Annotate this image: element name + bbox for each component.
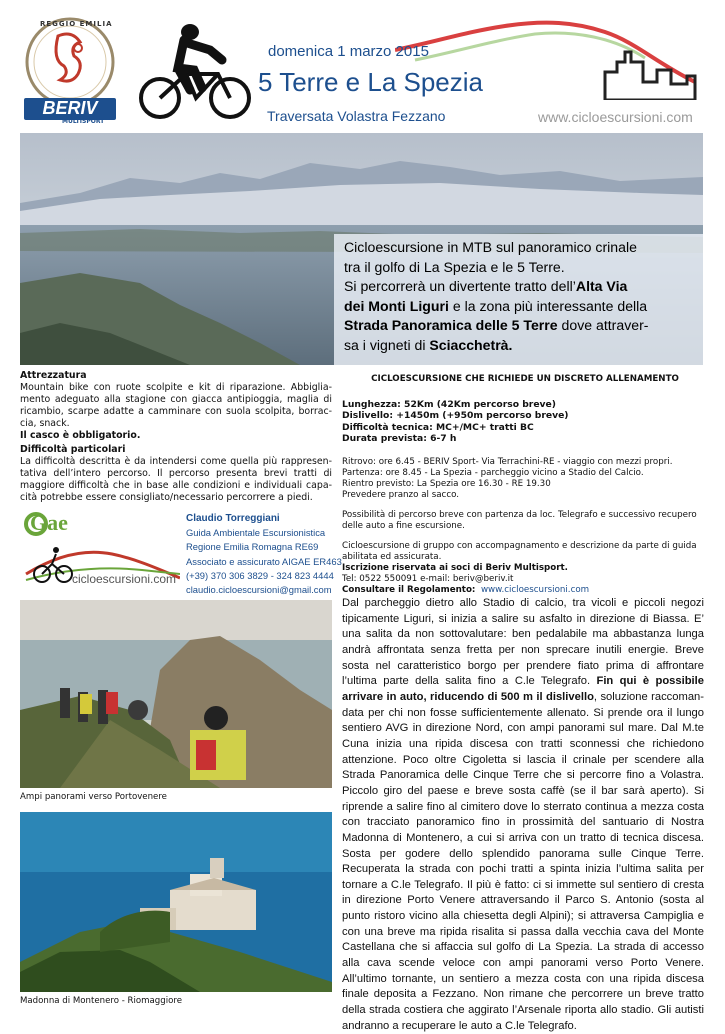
route-description (342, 596, 704, 1034)
guide-role: Guida Ambientale Escursionistica (186, 527, 326, 539)
hero-line-5b: dove attraver- (557, 317, 649, 333)
group-note-2: abilitata ed assicurata. (342, 551, 442, 562)
event-date: domenica 1 marzo 2015 (268, 43, 429, 60)
short-route-2: delle auto a fine escursione. (342, 520, 465, 531)
climb-info: Dislivello: +1450m (+950m percorso breve) (342, 410, 569, 422)
beriv-logo (18, 14, 122, 130)
hero-line-6b: Sciacchetrà. (429, 336, 513, 353)
level-note: CICLOESCURSIONE CHE RICHIEDE UN DISCRETO ALLENAMENTO (371, 374, 679, 384)
equipment-section (20, 370, 332, 504)
helmet-note: Il casco è obbligatorio. (20, 430, 141, 441)
reserve-note: Iscrizione riservata ai soci di Beriv Multisport. (342, 562, 568, 573)
hero-line-4b: e la zona più interessante della (448, 297, 648, 314)
gae-logo-site: cicloescursioni.com (72, 572, 177, 586)
meet-1: Ritrovo: ore 6.45 - BERIV Sport- Via Terrachini-RE - viaggio con mezzi propri. (342, 456, 673, 467)
hero-line-5 (344, 316, 703, 336)
guide-name: Claudio Torreggiani (186, 513, 280, 524)
story-bold: Fin qui è possibile arrivare in auto, riducendo di 500 m il dislivello (342, 675, 704, 703)
hero-line-2: tra il golfo di La Spezia e le 5 Terre. (344, 258, 565, 275)
gae-logo (22, 508, 180, 588)
contact-note[interactable]: Tel: 0522 550091 e-mail: beriv@beriv.it (342, 573, 514, 584)
guide-phone: (+39) 370 306 3829 - 324 823 4444 (186, 569, 334, 581)
duration-info: Durata prevista: 6-7 h (342, 433, 457, 445)
rules-link[interactable]: www.cicloescursioni.com (480, 584, 590, 595)
meet-3: Rientro previsto: La Spezia ore 16.30 - RE 19.30 (342, 478, 551, 489)
hero-line-6 (344, 336, 703, 356)
story-part-1: Dal parcheggio dietro allo Stadio di calcio, tra vicoli e piccoli negozi tipicamente Liguri, si inizia a salire su asfalto in direzione di Biassa. E’ una salita da non sottovalutare: ben pedalabile ma abbastanza lunga andrà affrontata senza fretta per non sprecare inutili energie. Breve sosta nel caratteristico borgo per prendere fiato prima di affrontare l’ultima parte della salita fino a C.le Telegrafo. (342, 597, 704, 688)
equipment-title: Attrezzatura (20, 370, 87, 381)
hero-description (334, 234, 703, 365)
portovenere-photo (20, 600, 332, 788)
logo-sub: MULTISPORT (62, 118, 105, 125)
guide-region: Regione Emilia Romagna RE69 (186, 541, 319, 553)
guide-assoc: Associato e assicurato AIGAE ER463 (186, 555, 342, 567)
guide-contact (186, 512, 346, 597)
photo-caption: Ampi panorami verso Portovenere (20, 792, 167, 802)
hero-line-3a: Si percorrerà un divertente tratto dell’ (344, 278, 576, 294)
hero-line-3b: Alta Via (575, 278, 628, 294)
logo-top-text: REGGIO EMILIA (40, 20, 113, 28)
montenero-photo (20, 812, 332, 992)
story-part-2: , soluzione raccoman-data per chi non fosse sufficientemente allenato. Si prende ora il lungo sentiero AVG in direzione Nord, con ampi panorami sul mare. Dal M.te Cuna inizia una ripida discesa con tratti sconnessi che richiedono attenzione. Poco oltre Cigoletta si lascia il crinale per scendere alla Strada Panoramica delle Cinque Terre che si percorre fino a Volastra. Piccolo giro del paese e breve sosta caffè (se il bar sarà aperto). Si riprende a salire fino al cimitero dove lo sterrato continua a mezza costa con tracciato panoramico fino in prossimità del santuario di Nostra Madonna di Montenero, a cui si arriva con un tratto di tecnica discesa. Sosta per godere dello splendido panorama sulle Cinque Terre. Recuperata la strada con pochi tratti a spinta inizia l’ultima salita per tornare a C.le Telegrafo. Il più è fatto: ci si immette sul sentiero di cresta in direzione Porto Venere attraversando il Parco S. Antonio (sosta al punto ristoro vicino alla chiesetta degli Alpini); si attraversa Campiglia e con una breve ma ripida risalita si passa dalla vecchia cava del Monte Castellana che si affaccia sul golfo di La Spezia. La strada di accesso alla cava scende veloce con ampi panorami verso Porto Venere. All’ultimo tornante, un sentiero a mezza costa con una ripida discesa finale deposita a Fezzano. Non rimane che percorrere un breve tratto della strada costiera che aggirato l’Arsenale riporta allo stadio. Gli autisti andranno a recuperare le auto a C.le Telegrafo. (342, 690, 704, 1032)
hero-line-4a: dei Monti Liguri (344, 297, 449, 314)
rules-line (342, 585, 708, 596)
guide-email[interactable]: claudio.cicloescursioni@gmail.com (186, 584, 332, 596)
page-subtitle: Traversata Volastra Fezzano (267, 108, 446, 124)
event-info (342, 374, 708, 596)
rules-label: Consultare il Regolamento: (342, 584, 476, 595)
page-title: 5 Terre e La Spezia (258, 67, 483, 97)
hero-line-1: Cicloescursione in MTB sul panoramico crinale (344, 239, 637, 255)
hero-line-3 (344, 277, 703, 297)
tech-info: Difficoltà tecnica: MC+/MC+ tratti BC (342, 421, 534, 433)
group-note-1: Cicloescursione di gruppo con accompagnamento e descrizione da parte di guida (342, 540, 697, 551)
length-info: Lunghezza: 52Km (42Km percorso breve) (342, 399, 556, 410)
gae-logo-text: Gae (30, 510, 68, 535)
meet-2: Partenza: ore 8.45 - La Spezia - parcheggio vicino a Stadio del Calcio. (342, 467, 644, 478)
website-link[interactable]: www.cicloescursioni.com (538, 109, 693, 125)
lunch-note: Prevedere pranzo al sacco. (342, 489, 460, 500)
cyclist-icon (138, 20, 253, 125)
hero-line-6a: sa i vigneti di (344, 336, 430, 353)
photo-caption: Madonna di Montenero - Riomaggiore (20, 996, 182, 1006)
hero-line-5a: Strada Panoramica delle 5 Terre (344, 317, 558, 333)
difficulty-text: La difficoltà descritta è da intendersi come quella più rappresen-tativa dell’intero percorso. Il percorso presenta brevi tratti di maggiore difficoltà che in base alle condizioni e individuali capa-cità potrebbe essere consigliato/necessario percorrere a piedi. (20, 456, 332, 503)
difficulty-title: Difficoltà particolari (20, 444, 126, 455)
equipment-text: Mountain bike con ruote scolpite e kit di riparazione. Abbiglia-mento adeguato alla stagione con giacca antipioggia, maglia di ricambio, scarpe adatte a camminare con suola scolpita, borrac-cia, snack. (20, 382, 332, 429)
hero-line-4 (344, 297, 703, 317)
logo-brand: BERIV (42, 98, 98, 118)
short-route-1: Possibilità di percorso breve con partenza da loc. Telegrafo e successivo recupero (342, 509, 697, 520)
